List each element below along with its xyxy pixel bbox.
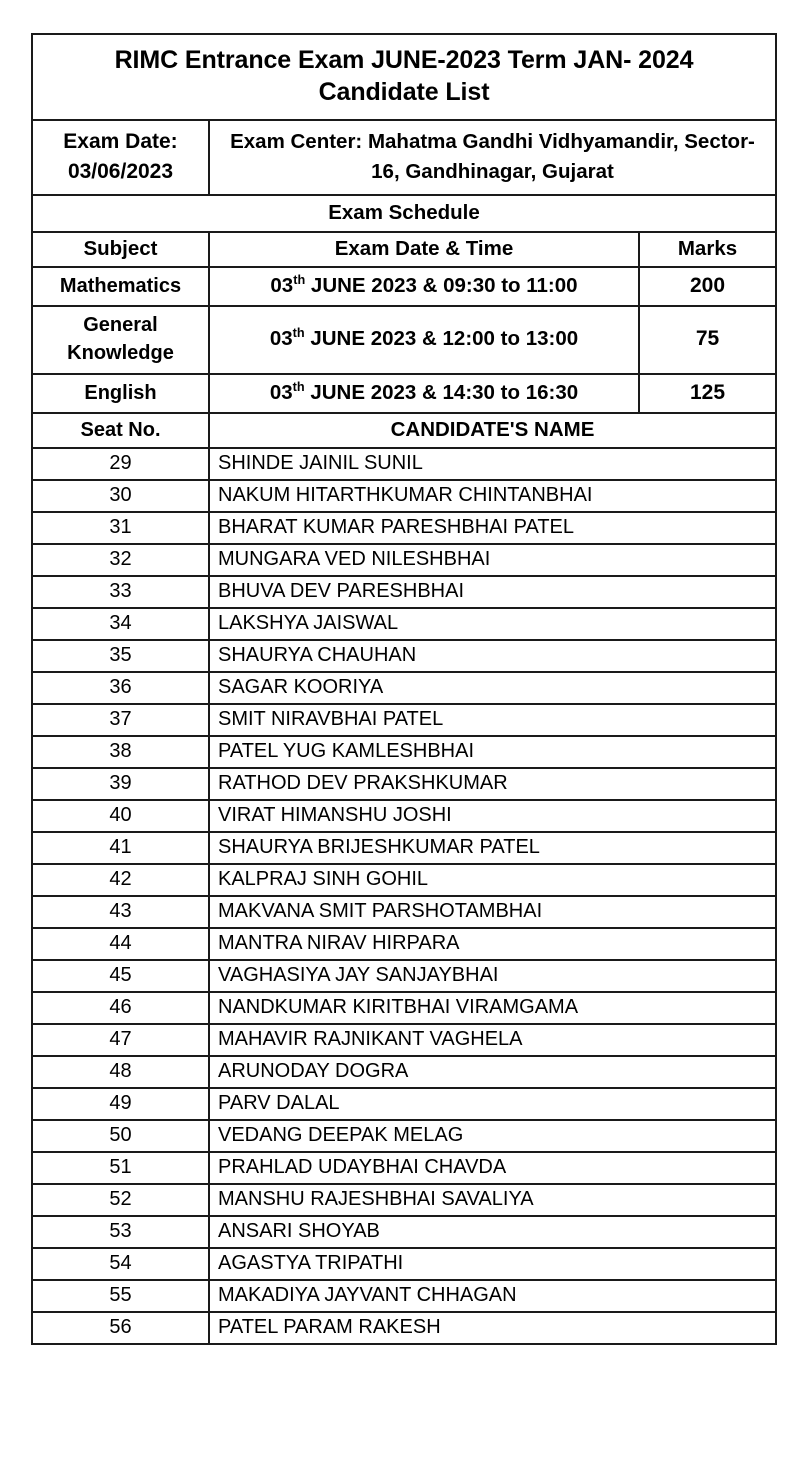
schedule-datetime-rest: JUNE 2023 & 14:30 to 16:30 <box>304 380 579 404</box>
candidate-name: PATEL YUG KAMLESHBHAI <box>209 736 776 768</box>
candidate-name: AGASTYA TRIPATHI <box>209 1248 776 1280</box>
candidate-name: KALPRAJ SINH GOHIL <box>209 864 776 896</box>
title-line-2: Candidate List <box>318 78 490 106</box>
schedule-day: 03 <box>269 327 293 351</box>
schedule-datetime-rest: JUNE 2023 & 12:00 to 13:00 <box>304 327 579 351</box>
schedule-subject: English <box>32 374 209 413</box>
exam-date-label: Exam Date: <box>63 130 178 153</box>
schedule-band-row <box>32 195 776 232</box>
candidate-seat-no: 44 <box>32 928 209 960</box>
table-row <box>32 704 776 736</box>
table-row <box>32 672 776 704</box>
candidate-name: BHUVA DEV PARESHBHAI <box>209 576 776 608</box>
candidate-seat-no: 46 <box>32 992 209 1024</box>
table-row <box>32 1248 776 1280</box>
title-row <box>32 34 776 120</box>
candidate-rows <box>32 448 776 1344</box>
candidate-header-name: CANDIDATE'S NAME <box>209 413 776 448</box>
schedule-datetime-rest: JUNE 2023 & 09:30 to 11:00 <box>305 273 578 297</box>
candidate-name: VIRAT HIMANSHU JOSHI <box>209 800 776 832</box>
candidate-name: MUNGARA VED NILESHBHAI <box>209 544 776 576</box>
title-line-1: RIMC Entrance Exam JUNE-2023 Term JAN- 2024 <box>114 46 694 74</box>
candidate-seat-no: 33 <box>32 576 209 608</box>
table-row <box>32 1184 776 1216</box>
candidate-seat-no: 35 <box>32 640 209 672</box>
document-title <box>32 34 776 120</box>
exam-info-row <box>32 120 776 195</box>
candidate-seat-no: 40 <box>32 800 209 832</box>
table-row <box>32 960 776 992</box>
schedule-day-suffix: th <box>292 325 305 341</box>
candidate-name: LAKSHYA JAISWAL <box>209 608 776 640</box>
candidate-name: MANSHU RAJESHBHAI SAVALIYA <box>209 1184 776 1216</box>
candidate-seat-no: 50 <box>32 1120 209 1152</box>
candidate-name: PATEL PARAM RAKESH <box>209 1312 776 1344</box>
schedule-marks: 200 <box>639 267 776 306</box>
schedule-row <box>32 306 776 374</box>
candidate-name: RATHOD DEV PRAKSHKUMAR <box>209 768 776 800</box>
table-row <box>32 608 776 640</box>
candidate-seat-no: 39 <box>32 768 209 800</box>
table-row <box>32 1056 776 1088</box>
table-row <box>32 1312 776 1344</box>
schedule-rows <box>32 267 776 414</box>
candidate-seat-no: 53 <box>32 1216 209 1248</box>
candidate-name: BHARAT KUMAR PARESHBHAI PATEL <box>209 512 776 544</box>
candidate-name: MANTRA NIRAV HIRPARA <box>209 928 776 960</box>
schedule-row <box>32 374 776 413</box>
schedule-header-subject: Subject <box>32 232 209 267</box>
candidate-name: MAHAVIR RAJNIKANT VAGHELA <box>209 1024 776 1056</box>
table-row <box>32 992 776 1024</box>
candidate-name: PRAHLAD UDAYBHAI CHAVDA <box>209 1152 776 1184</box>
schedule-day-suffix: th <box>292 379 305 395</box>
candidate-name: ARUNODAY DOGRA <box>209 1056 776 1088</box>
candidate-name: SMIT NIRAVBHAI PATEL <box>209 704 776 736</box>
schedule-header-marks: Marks <box>639 232 776 267</box>
candidate-name: VAGHASIYA JAY SANJAYBHAI <box>209 960 776 992</box>
candidate-seat-no: 32 <box>32 544 209 576</box>
table-row <box>32 576 776 608</box>
schedule-day: 03 <box>270 273 294 297</box>
candidate-seat-no: 43 <box>32 896 209 928</box>
candidate-name: VEDANG DEEPAK MELAG <box>209 1120 776 1152</box>
schedule-header-row <box>32 232 776 267</box>
table-row <box>32 1280 776 1312</box>
candidate-seat-no: 37 <box>32 704 209 736</box>
candidate-name: MAKVANA SMIT PARSHOTAMBHAI <box>209 896 776 928</box>
table-row <box>32 544 776 576</box>
candidate-seat-no: 30 <box>32 480 209 512</box>
candidate-name: SAGAR KOORIYA <box>209 672 776 704</box>
table-row <box>32 448 776 480</box>
table-row <box>32 832 776 864</box>
candidate-name: SHAURYA BRIJESHKUMAR PATEL <box>209 832 776 864</box>
schedule-header-datetime: Exam Date & Time <box>209 232 639 267</box>
candidate-name: NANDKUMAR KIRITBHAI VIRAMGAMA <box>209 992 776 1024</box>
table-row <box>32 640 776 672</box>
schedule-subject: General Knowledge <box>32 306 209 374</box>
candidate-seat-no: 38 <box>32 736 209 768</box>
candidate-header-row <box>32 413 776 448</box>
candidate-name: NAKUM HITARTHKUMAR CHINTANBHAI <box>209 480 776 512</box>
candidate-seat-no: 31 <box>32 512 209 544</box>
candidate-seat-no: 42 <box>32 864 209 896</box>
candidate-list-table <box>31 33 777 1345</box>
schedule-marks: 125 <box>639 374 776 413</box>
exam-center-cell: Exam Center: Mahatma Gandhi Vidhyamandir, Sector-16, Gandhinagar, Gujarat <box>209 120 776 195</box>
table-row <box>32 800 776 832</box>
candidate-header-seat-no: Seat No. <box>32 413 209 448</box>
schedule-subject: Mathematics <box>32 267 209 306</box>
candidate-name: MAKADIYA JAYVANT CHHAGAN <box>209 1280 776 1312</box>
table-row <box>32 928 776 960</box>
candidate-seat-no: 55 <box>32 1280 209 1312</box>
table-row <box>32 1088 776 1120</box>
candidate-seat-no: 29 <box>32 448 209 480</box>
schedule-band-label: Exam Schedule <box>32 195 776 232</box>
exam-date-value: 03/06/2023 <box>67 159 174 183</box>
table-row <box>32 480 776 512</box>
candidate-seat-no: 52 <box>32 1184 209 1216</box>
candidate-seat-no: 36 <box>32 672 209 704</box>
candidate-name: SHAURYA CHAUHAN <box>209 640 776 672</box>
candidate-seat-no: 48 <box>32 1056 209 1088</box>
table-row <box>32 768 776 800</box>
candidate-name: SHINDE JAINIL SUNIL <box>209 448 776 480</box>
schedule-datetime <box>209 306 639 374</box>
schedule-day: 03 <box>269 380 293 404</box>
exam-date-cell <box>32 120 209 195</box>
candidate-seat-no: 56 <box>32 1312 209 1344</box>
table-row <box>32 1152 776 1184</box>
schedule-marks: 75 <box>639 306 776 374</box>
candidate-seat-no: 54 <box>32 1248 209 1280</box>
table-body <box>32 34 776 267</box>
table-row <box>32 864 776 896</box>
table-row <box>32 896 776 928</box>
schedule-day-suffix: th <box>293 271 306 287</box>
candidate-seat-no: 47 <box>32 1024 209 1056</box>
candidate-seat-no: 41 <box>32 832 209 864</box>
table-row <box>32 1024 776 1056</box>
table-row <box>32 736 776 768</box>
schedule-row <box>32 267 776 306</box>
schedule-datetime <box>209 374 639 413</box>
table-row <box>32 1120 776 1152</box>
table-row <box>32 1216 776 1248</box>
table-row <box>32 512 776 544</box>
candidate-seat-no: 51 <box>32 1152 209 1184</box>
candidate-seat-no: 34 <box>32 608 209 640</box>
schedule-datetime <box>209 267 639 306</box>
candidate-name: PARV DALAL <box>209 1088 776 1120</box>
candidate-seat-no: 49 <box>32 1088 209 1120</box>
candidate-seat-no: 45 <box>32 960 209 992</box>
candidate-name: ANSARI SHOYAB <box>209 1216 776 1248</box>
